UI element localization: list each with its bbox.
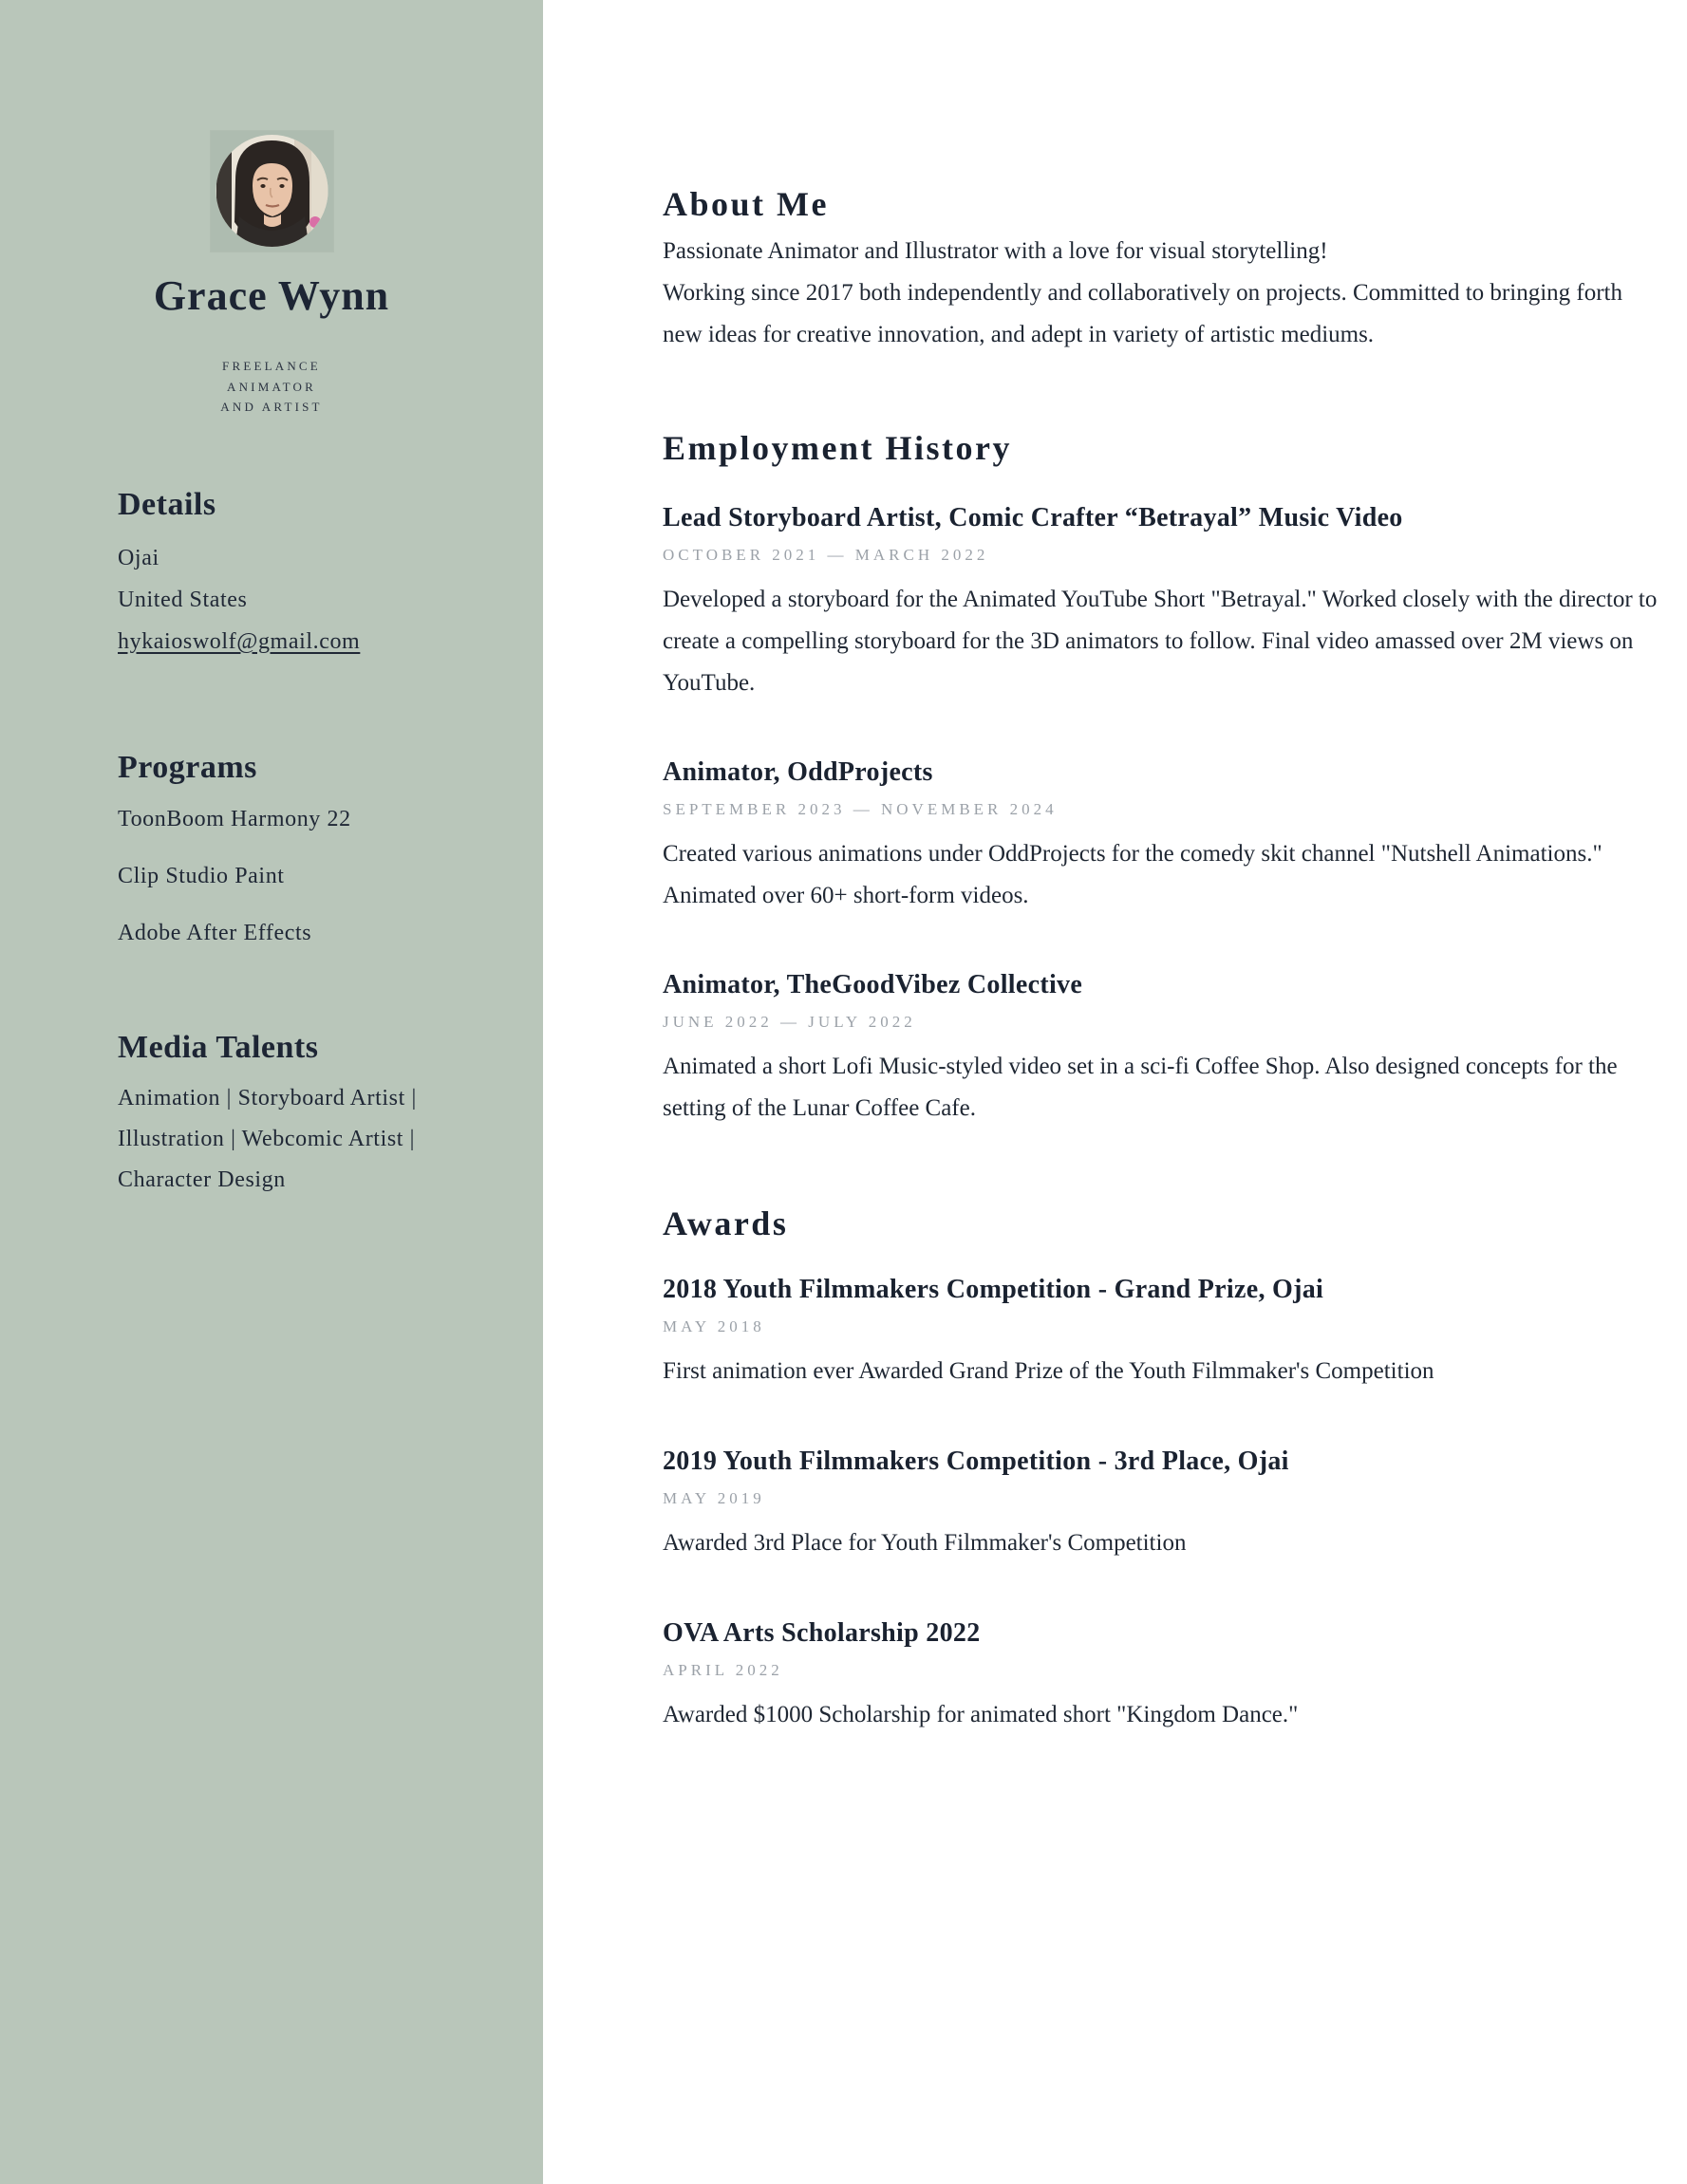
media-talents-heading: Media Talents bbox=[118, 1029, 319, 1065]
award-description: Awarded $1000 Scholarship for animated short "Kingdom Dance." bbox=[663, 1702, 1299, 1727]
job-title: Animator, TheGoodVibez Collective bbox=[663, 970, 1083, 999]
sidebar-sections bbox=[0, 485, 543, 1201]
job-description: Created various animations under OddProjects for the comedy skit channel "Nutshell Animations." Animated over 60+ short-form videos. bbox=[663, 841, 1603, 908]
job-description: Animated a short Lofi Music-styled video set in a sci-fi Coffee Shop. Also designed concepts for the setting of the Lunar Coffee Cafe. bbox=[663, 1054, 1618, 1121]
award-dates: APRIL 2022 bbox=[663, 1661, 783, 1679]
awards-section bbox=[663, 1204, 1659, 1736]
about-heading: About Me bbox=[663, 185, 829, 223]
award-dates: MAY 2019 bbox=[663, 1489, 765, 1507]
programs-items bbox=[118, 806, 477, 946]
person-name: Grace Wynn bbox=[153, 272, 390, 319]
details-items bbox=[118, 537, 477, 663]
award-dates: MAY 2018 bbox=[663, 1317, 765, 1335]
job-dates: SEPTEMBER 2023 — NOVEMBER 2024 bbox=[663, 800, 1058, 818]
employment-entry bbox=[663, 968, 1659, 1129]
role-line: ANIMATOR bbox=[227, 379, 316, 394]
about-section bbox=[663, 184, 1659, 356]
detail-email bbox=[118, 621, 477, 663]
employment-entry bbox=[663, 501, 1659, 704]
sidebar-header bbox=[0, 131, 543, 418]
employment-history-heading: Employment History bbox=[663, 429, 1012, 467]
program-item: Adobe After Effects bbox=[118, 920, 312, 945]
job-title: Animator, OddProjects bbox=[663, 757, 933, 787]
employment-history-section bbox=[663, 428, 1659, 1129]
employment-entry bbox=[663, 756, 1659, 917]
program-item: ToonBoom Harmony 22 bbox=[118, 806, 351, 831]
portrait-illustration bbox=[211, 131, 333, 252]
email-link[interactable]: hykaioswolf@gmail.com bbox=[118, 628, 361, 654]
role-line: FREELANCE bbox=[222, 359, 321, 373]
profile-photo bbox=[211, 131, 333, 252]
detail-country: United States bbox=[118, 587, 248, 612]
about-line-2: Working since 2017 both independently and collaboratively on projects. Committed to bringing forth new ideas for creative innovation, and adept in variety of artistic mediums. bbox=[663, 280, 1622, 347]
job-dates: OCTOBER 2021 — MARCH 2022 bbox=[663, 546, 989, 564]
award-description: First animation ever Awarded Grand Prize of the Youth Filmmaker's Competition bbox=[663, 1358, 1434, 1384]
award-entry bbox=[663, 1445, 1659, 1564]
award-title: OVA Arts Scholarship 2022 bbox=[663, 1618, 981, 1648]
programs-heading: Programs bbox=[118, 749, 257, 785]
programs-section bbox=[118, 748, 477, 946]
award-entry bbox=[663, 1616, 1659, 1736]
about-line-1: Passionate Animator and Illustrator with a love for visual storytelling! bbox=[663, 238, 1328, 264]
sidebar bbox=[0, 0, 543, 2184]
job-description: Developed a storyboard for the Animated YouTube Short "Betrayal." Worked closely with the director to create a compelling storyboard for the 3D animators to follow. Final video amassed over 2M views on YouTube. bbox=[663, 587, 1658, 696]
job-dates: JUNE 2022 — JULY 2022 bbox=[663, 1013, 916, 1031]
award-entry bbox=[663, 1273, 1659, 1392]
awards-heading: Awards bbox=[663, 1204, 789, 1242]
program-item: Clip Studio Paint bbox=[118, 863, 285, 888]
person-role bbox=[0, 356, 543, 418]
details-section bbox=[118, 485, 477, 663]
award-title: 2019 Youth Filmmakers Competition - 3rd Place, Ojai bbox=[663, 1447, 1289, 1476]
role-line: AND ARTIST bbox=[220, 400, 323, 414]
media-talents-list: Animation | Storyboard Artist | Illustration | Webcomic Artist | Character Design bbox=[118, 1085, 417, 1192]
details-heading: Details bbox=[118, 486, 216, 522]
job-title: Lead Storyboard Artist, Comic Crafter “Betrayal” Music Video bbox=[663, 503, 1403, 532]
about-paragraph bbox=[663, 231, 1659, 356]
award-description: Awarded 3rd Place for Youth Filmmaker's Competition bbox=[663, 1530, 1187, 1556]
media-talents-section bbox=[118, 1028, 477, 1201]
main-column bbox=[543, 0, 1687, 2184]
award-title: 2018 Youth Filmmakers Competition - Grand Prize, Ojai bbox=[663, 1275, 1324, 1304]
detail-city: Ojai bbox=[118, 545, 159, 570]
